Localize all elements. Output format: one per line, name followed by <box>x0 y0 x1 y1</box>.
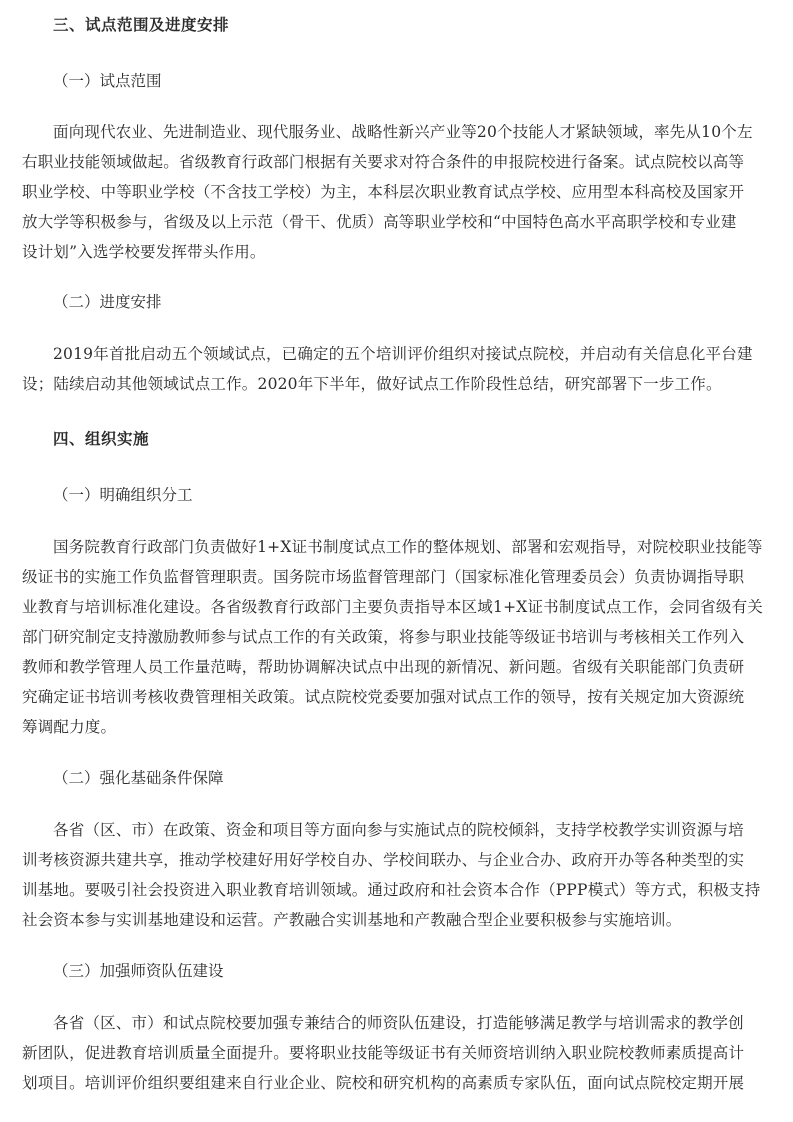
paragraph-line: 划项目。培训评价组织要组建来自行业企业、院校和研究机构的高素质专家队伍，面向试点院校定期开展 <box>22 1074 745 1092</box>
paragraph-line: 业教育与培训标准化建设。各省级教育行政部门主要负责指导本区域1+X证书制度试点工作，会同省级有关 <box>22 598 763 616</box>
paragraph-line: 级证书的实施工作负监督管理职责。国务院市场监督管理部门（国家标准化管理委员会）负责协调指导职 <box>22 568 745 586</box>
paragraph-scope <box>22 117 774 267</box>
paragraph-division <box>22 532 774 742</box>
paragraph-line: 国务院教育行政部门负责做好1+X证书制度试点工作的整体规划、部署和宏观指导，对院校职业技能等 <box>53 538 763 556</box>
paragraph-line: 设计划”入选学校要发挥带头作用。 <box>22 243 266 261</box>
paragraph-line: 职业学校、中等职业学校（不含技工学校）为主，本科层次职业教育试点学校、应用型本科高校及国家开 <box>22 183 745 201</box>
subsection-heading-conditions: （二）强化基础条件保障 <box>53 769 224 787</box>
paragraph-line: 筹调配力度。 <box>22 718 117 736</box>
subsection-heading-division: （一）明确组织分工 <box>53 486 193 504</box>
paragraph-line: 各省（区、市）在政策、资金和项目等方面向参与实施试点的院校倾斜，支持学校教学实训资源与培 <box>53 821 744 839</box>
paragraph-line: 部门研究制定支持激励教师参与试点工作的有关政策，将参与职业技能等级证书培训与考核相关工作列入 <box>22 628 745 646</box>
paragraph-line: 2019年首批启动五个领域试点，已确定的五个培训评价组织对接试点院校，并启动有关信息化平台建 <box>53 345 753 363</box>
paragraph-line: 训基地。要吸引社会投资进入职业教育培训领域。通过政府和社会资本合作（PPP模式）等方式，积极支持 <box>22 881 761 899</box>
paragraph-line: 放大学等积极参与，省级及以上示范（骨干、优质）高等职业学校和“中国特色高水平高职学校和专业建 <box>22 213 737 231</box>
paragraph-conditions <box>22 815 774 935</box>
paragraph-line: 新团队，促进教育培训质量全面提升。要将职业技能等级证书有关师资培训纳入职业院校教师素质提高计 <box>22 1044 745 1062</box>
paragraph-line: 各省（区、市）和试点院校要加强专兼结合的师资队伍建设，打造能够满足教学与培训需求的教学创 <box>53 1014 744 1032</box>
paragraph-schedule <box>22 339 774 399</box>
paragraph-teachers <box>22 1008 774 1098</box>
paragraph-line: 究确定证书培训考核收费管理相关政策。试点院校党委要加强对试点工作的领导，按有关规定加大资源统 <box>22 688 745 706</box>
subsection-heading-scope: （一）试点范围 <box>53 72 162 90</box>
section-heading-4: 四、组织实施 <box>53 429 150 448</box>
paragraph-line: 训考核资源共建共享，推动学校建好用好学校自办、学校间联办、与企业合办、政府开办等各种类型的实 <box>22 851 745 869</box>
paragraph-line: 教师和教学管理人员工作量范畴，帮助协调解决试点中出现的新情况、新问题。省级有关职能部门负责研 <box>22 658 745 676</box>
paragraph-line: 面向现代农业、先进制造业、现代服务业、战略性新兴产业等20个技能人才紧缺领域，率先从10个左 <box>53 123 753 141</box>
paragraph-line: 社会资本参与实训基地建设和运营。产教融合实训基地和产教融合型企业要积极参与实施培训。 <box>22 911 682 929</box>
paragraph-line: 设；陆续启动其他领域试点工作。2020年下半年，做好试点工作阶段性总结，研究部署下一步工作。 <box>22 375 722 393</box>
paragraph-line: 右职业技能领域做起。省级教育行政部门根据有关要求对符合条件的申报院校进行备案。试点院校以高等 <box>22 153 745 171</box>
section-heading-3: 三、试点范围及进度安排 <box>53 15 230 34</box>
subsection-heading-teachers: （三）加强师资队伍建设 <box>53 962 224 980</box>
subsection-heading-schedule: （二）进度安排 <box>53 293 162 311</box>
